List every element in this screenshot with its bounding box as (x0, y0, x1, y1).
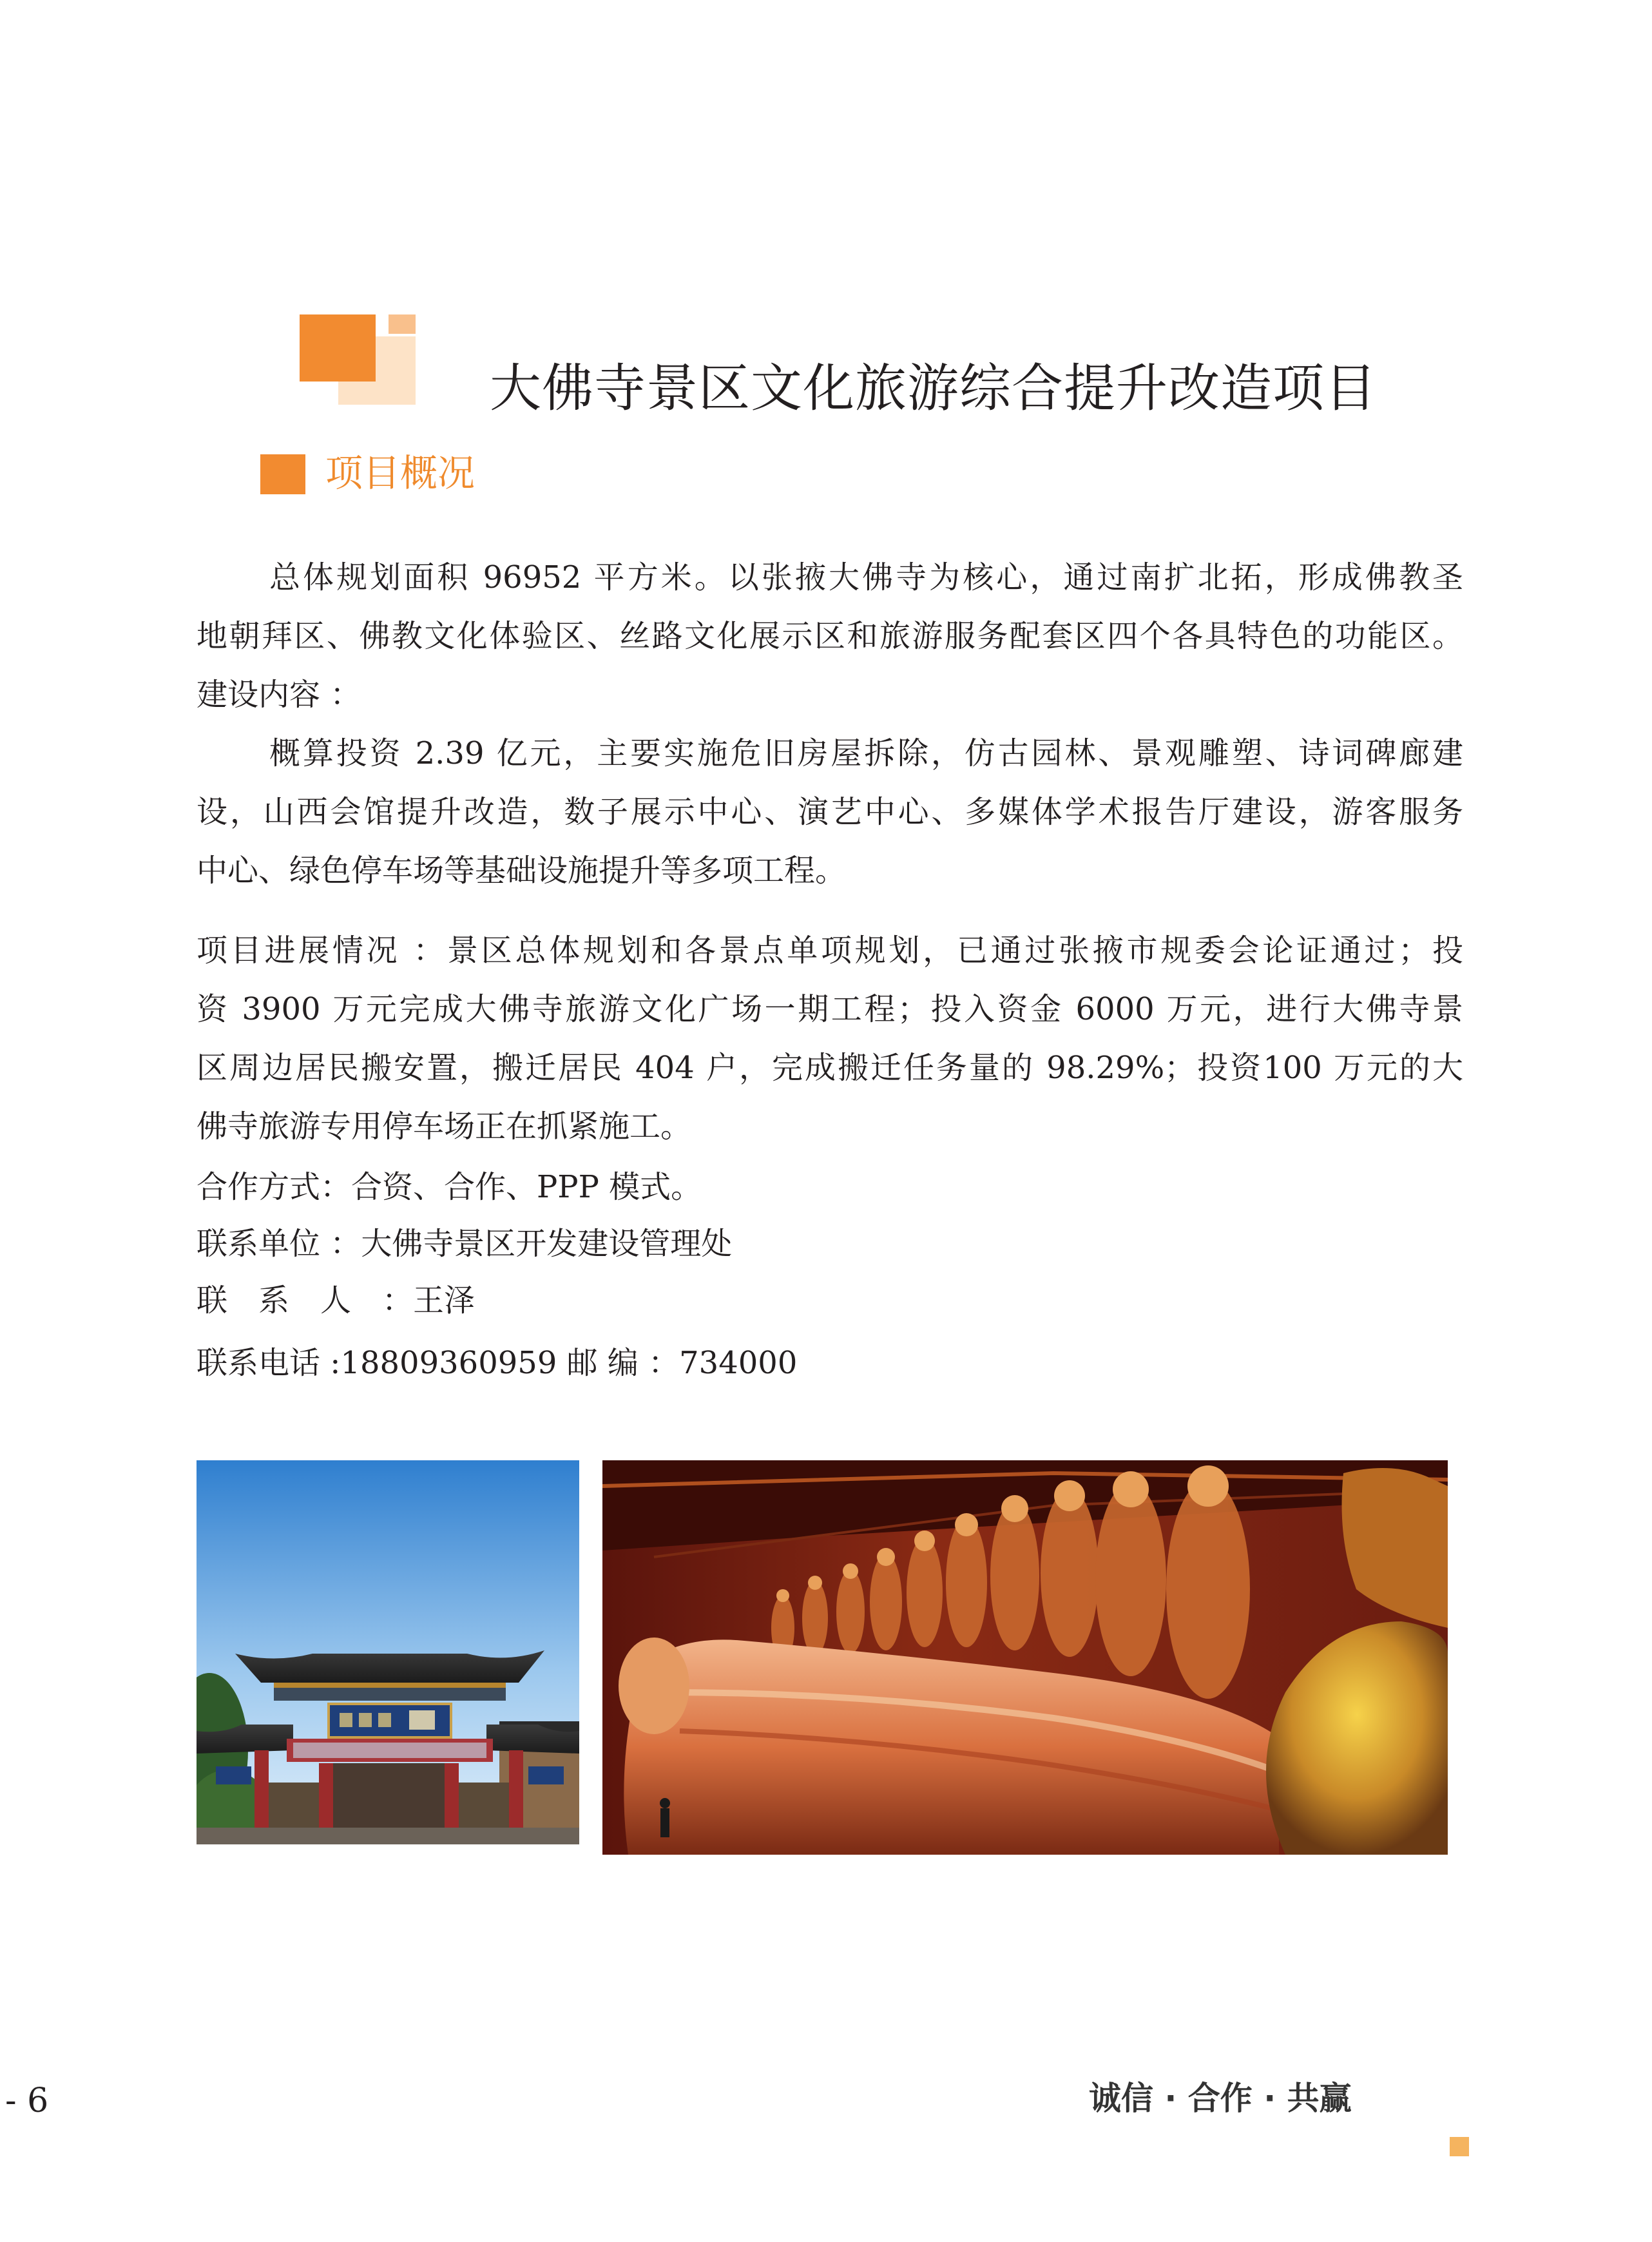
page-title: 大佛寺景区文化旅游综合提升改造项目 (490, 358, 1377, 418)
title-decoration-light-strip (338, 382, 416, 405)
paragraph-3-line-3: 区周边居民搬安置，搬迁居民 404 户，完成搬迁任务量的 98.29%；投资100 万元的大 (197, 1050, 1463, 1086)
contact-person: 联 系 人 ：王泽 (197, 1282, 475, 1319)
paragraph-1-line-1: 总体规划面积 96952 平方米。以张掖大佛寺为核心，通过南扩北拓，形成佛教圣 (269, 559, 1463, 595)
reclining-buddha-photo (602, 1460, 1448, 1855)
contact-unit: 联系单位 ：大佛寺景区开发建设管理处 (197, 1226, 733, 1262)
paragraph-2-line-2: 设，山西会馆提升改造，数子展示中心、演艺中心、多媒体学术报告厅建设，游客服务 (197, 794, 1463, 830)
title-decoration-orange-block (300, 314, 376, 382)
title-decoration-small-block (389, 314, 416, 334)
paragraph-1-line-2: 地朝拜区、佛教文化体验区、丝路文化展示区和旅游服务配套区四个各具特色的功能区。 (197, 618, 1463, 654)
page-number: - 6 (5, 2082, 49, 2120)
temple-gate-photo (197, 1460, 579, 1844)
footer-slogan: 诚信 · 合作 · 共赢 (1089, 2080, 1352, 2117)
paragraph-2-line-1: 概算投资 2.39 亿元，主要实施危旧房屋拆除，仿古园林、景观雕塑、诗词碑廊建 (269, 735, 1463, 771)
paragraph-3-line-2: 资 3900 万元完成大佛寺旅游文化广场一期工程；投入资金 6000 万元，进行大佛寺景 (197, 991, 1463, 1027)
paragraph-3-line-1: 项目进展情况 ：景区总体规划和各景点单项规划，已通过张掖市规委会论证通过；投 (197, 933, 1463, 969)
paragraph-3-line-4: 佛寺旅游专用停车场正在抓紧施工。 (197, 1108, 692, 1145)
section-title: 项目概况 (325, 451, 475, 495)
footer-square-marker (1450, 2137, 1469, 2156)
contact-phone-postcode: 联系电话 :18809360959 邮 编 ：734000 (197, 1345, 798, 1381)
paragraph-2-line-3: 中心、绿色停车场等基础设施提升等多项工程。 (197, 853, 847, 889)
cooperation-mode: 合作方式：合资、合作、PPP 模式。 (197, 1169, 702, 1205)
section-marker-square (260, 454, 305, 494)
paragraph-1-line-3: 建设内容 ： (197, 677, 361, 713)
